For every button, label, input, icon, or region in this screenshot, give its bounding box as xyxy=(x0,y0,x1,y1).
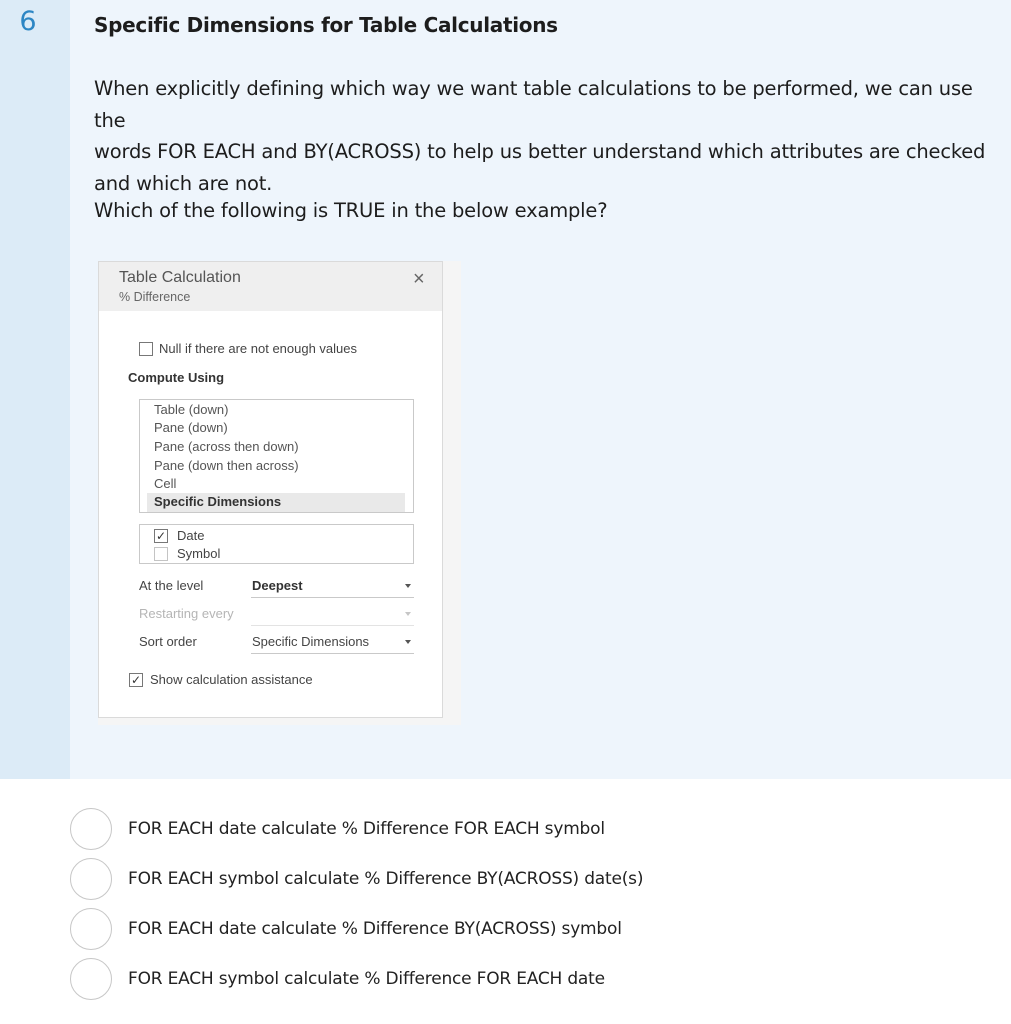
question-body-line: words FOR EACH and BY(ACROSS) to help us better understand which attributes are checked xyxy=(94,140,986,163)
answer-option-2[interactable] xyxy=(70,858,970,900)
dimension-label-date: Date xyxy=(177,528,205,543)
dimension-label-symbol: Symbol xyxy=(177,546,221,561)
sort-order-label: Sort order xyxy=(139,634,197,649)
answer-option-4[interactable] xyxy=(70,958,970,1000)
restarting-every-label: Restarting every xyxy=(139,606,234,621)
list-item: Cell xyxy=(154,476,177,491)
answer-label[interactable]: FOR EACH symbol calculate % Difference FOR EACH date xyxy=(128,969,605,989)
table-calculation-dialog xyxy=(98,261,443,718)
question-number: 6 xyxy=(19,6,37,37)
dialog-header xyxy=(99,262,442,311)
show-assistance-checkbox: ✓ xyxy=(130,673,142,687)
radio-button[interactable] xyxy=(70,808,112,850)
list-item: Table (down) xyxy=(154,402,229,417)
answer-label[interactable]: FOR EACH date calculate % Difference FOR EACH symbol xyxy=(128,819,605,839)
example-image xyxy=(98,261,461,725)
dialog-subtitle: % Difference xyxy=(119,290,191,304)
list-item: Pane (across then down) xyxy=(154,439,299,454)
question-prompt: Which of the following is TRUE in the below example? xyxy=(94,199,608,222)
answer-label[interactable]: FOR EACH date calculate % Difference BY(ACROSS) symbol xyxy=(128,919,622,939)
compute-using-label: Compute Using xyxy=(128,370,225,385)
question-body-line: When explicitly defining which way we want table calculations to be performed, we can use the xyxy=(94,77,973,132)
radio-button[interactable] xyxy=(70,958,112,1000)
list-item: Pane (down) xyxy=(154,420,228,435)
sort-order-value: Specific Dimensions xyxy=(252,634,370,649)
chevron-down-icon xyxy=(405,640,411,644)
dimensions-list xyxy=(139,524,414,564)
question-number-column xyxy=(0,0,70,779)
at-level-value: Deepest xyxy=(252,578,303,593)
answer-label[interactable]: FOR EACH symbol calculate % Difference BY(ACROSS) date(s) xyxy=(128,869,644,889)
null-values-checkbox xyxy=(139,342,153,356)
radio-button[interactable] xyxy=(70,908,112,950)
restarting-every-underline xyxy=(251,625,414,626)
date-checkbox: ✓ xyxy=(155,529,167,543)
question-title: Specific Dimensions for Table Calculations xyxy=(94,13,558,37)
at-level-underline xyxy=(251,597,414,598)
question-body xyxy=(94,73,989,199)
list-item-selected: Specific Dimensions xyxy=(154,494,282,509)
compute-using-list xyxy=(139,399,414,513)
list-item: Pane (down then across) xyxy=(154,458,299,473)
answer-option-3[interactable] xyxy=(70,908,970,950)
question-body-line: and which are not. xyxy=(94,171,273,195)
dialog-title: Table Calculation xyxy=(119,269,241,286)
chevron-down-icon xyxy=(405,612,411,616)
radio-button[interactable] xyxy=(70,858,112,900)
close-icon: × xyxy=(413,268,425,290)
show-assistance-label: Show calculation assistance xyxy=(150,672,313,687)
at-level-label: At the level xyxy=(139,578,204,593)
null-values-label: Null if there are not enough values xyxy=(159,341,358,356)
sort-order-underline xyxy=(251,653,414,654)
symbol-checkbox xyxy=(154,547,168,561)
answer-option-1[interactable] xyxy=(70,808,970,850)
chevron-down-icon xyxy=(405,584,411,588)
